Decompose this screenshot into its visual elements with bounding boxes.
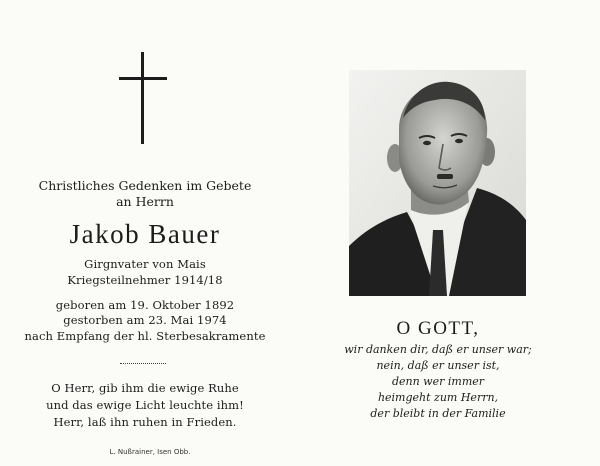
role-line-1: Girgnvater von Mais <box>84 257 206 271</box>
prayer-line-2: und das ewige Licht leuchte ihm! <box>46 398 244 412</box>
prayer-line-1: O Herr, gib ihm die ewige Ruhe <box>51 381 239 395</box>
verse-line-2: nein, daß er unser ist, <box>376 359 500 372</box>
verse-line-5: der bleibt in der Familie <box>370 407 506 420</box>
last-rites: nach Empfang der hl. Sterbesakramente <box>24 329 266 343</box>
verse-line-4: heimgeht zum Herrn, <box>377 391 499 404</box>
verse-line-1: wir danken dir, daß er unser war; <box>344 343 532 356</box>
intro-line-2: an Herrn <box>116 194 174 209</box>
death-date: gestorben am 23. Mai 1974 <box>63 313 227 327</box>
verse-line-3: denn wer immer <box>391 375 485 388</box>
divider <box>120 363 166 364</box>
portrait-photo <box>349 70 526 296</box>
cross-icon <box>119 52 167 144</box>
deceased-name: Jakob Bauer <box>69 219 221 249</box>
intro-line-1: Christliches Gedenken im Gebete <box>38 178 252 193</box>
verse-heading: O GOTT, <box>396 318 480 339</box>
role-line-2: Kriegsteilnehmer 1914/18 <box>67 273 223 287</box>
prayer-line-3: Herr, laß ihn ruhen in Frieden. <box>53 415 237 429</box>
birth-date: geboren am 19. Oktober 1892 <box>55 298 235 312</box>
printer-credit: L. Nußrainer, Isen Obb. <box>109 448 191 456</box>
